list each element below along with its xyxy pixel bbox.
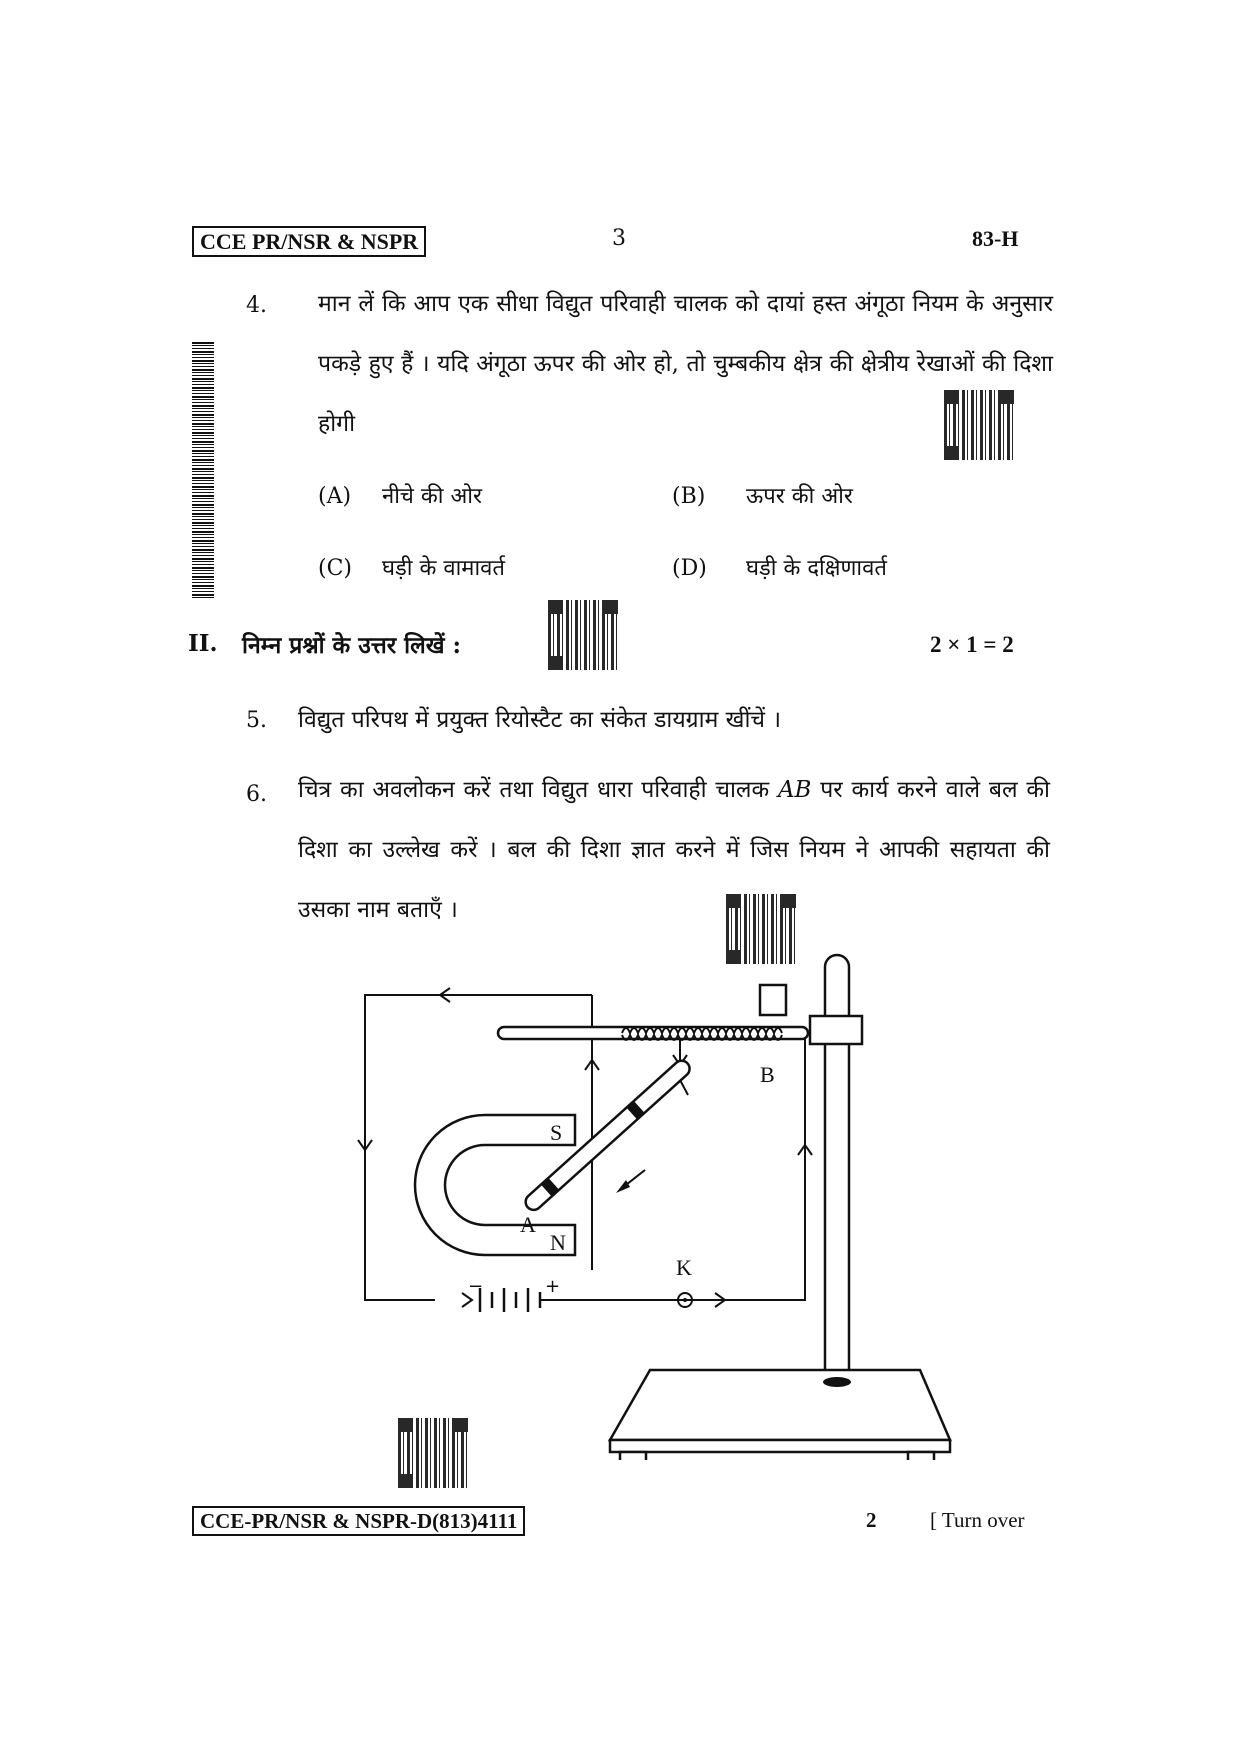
question-4-body: मान लें कि आप एक सीधा विद्युत परिवाही चालक को दायां हस्त अंगूठा नियम के अनुसार पकड़े हुए हैं । यदि अंगूठा ऊपर की ओर हो, तो चुम्बकीय क्षेत्र की क्षेत्रीय रेखाओं की दिशा होगी bbox=[318, 291, 1053, 437]
question-5-text: विद्युत परिपथ में प्रयुक्त रियोस्टैट का संकेत डायग्राम खींचें । bbox=[298, 707, 782, 733]
magnet-pole-s: S bbox=[550, 1120, 563, 1145]
experiment-figure bbox=[340, 930, 960, 1460]
header-code-left: CCE PR/NSR & NSPR bbox=[192, 226, 426, 257]
conductor-ab-label: AB bbox=[777, 777, 812, 803]
question-6-number: 6. bbox=[246, 782, 267, 807]
clamp bbox=[810, 1016, 862, 1044]
question-5-number: 5. bbox=[246, 708, 267, 733]
option-a-text: नीचे की ओर bbox=[382, 484, 482, 509]
conductor-end-a: A bbox=[520, 1212, 536, 1237]
option-d-label: (D) bbox=[672, 556, 707, 581]
footer-code: CCE-PR/NSR & NSPR-D(813)4111 bbox=[192, 1506, 525, 1536]
battery-plus-sign: + bbox=[545, 1276, 561, 1297]
force-arrow-head bbox=[616, 1180, 630, 1193]
magnet-pole-n: N bbox=[550, 1230, 566, 1255]
turn-over-label: [ Turn over bbox=[930, 1508, 1025, 1532]
header-code-right: 83-H bbox=[972, 226, 1019, 251]
question-4-text bbox=[318, 274, 1053, 454]
battery-minus-sign: − bbox=[468, 1276, 484, 1297]
qr-code-4 bbox=[398, 1418, 468, 1488]
battery-icon bbox=[480, 1288, 540, 1312]
footer-page: 2 bbox=[866, 1508, 877, 1532]
option-c-text: घड़ी के वामावर्त bbox=[382, 556, 505, 581]
question-4-number: 4. bbox=[246, 293, 267, 318]
question-6-text bbox=[298, 760, 1050, 940]
option-a-label: (A) bbox=[318, 484, 352, 509]
section-title: निम्न प्रश्नों के उत्तर लिखें : bbox=[242, 632, 462, 659]
option-c-label: (C) bbox=[318, 556, 352, 581]
qr-code-2 bbox=[548, 600, 618, 670]
conductor-end-b: B bbox=[760, 1062, 775, 1087]
stand-base bbox=[610, 1370, 950, 1440]
side-barcode bbox=[192, 342, 214, 600]
option-b-text: ऊपर की ओर bbox=[746, 484, 853, 509]
section-marks: 2 × 1 = 2 bbox=[930, 632, 1014, 657]
option-d-text: घड़ी के दक्षिणावर्त bbox=[746, 556, 887, 581]
key-label: K bbox=[676, 1255, 692, 1280]
circuit-wire-right bbox=[745, 1035, 805, 1300]
header-page-number: 3 bbox=[612, 226, 626, 251]
section-roman: II. bbox=[188, 630, 218, 657]
option-b-label: (B) bbox=[672, 484, 706, 509]
question-6-text-a: चित्र का अवलोकन करें तथा विद्युत धारा परिवाही चालक bbox=[298, 777, 778, 803]
qr-code-1 bbox=[944, 390, 1014, 460]
question-6-text-b: पर कार्य करने वाले बल की दिशा का उल्लेख करें । बल की दिशा ज्ञात करने में जिस नियम ने आपकी सहायता की उसका नाम बताएँ । bbox=[298, 777, 1051, 923]
